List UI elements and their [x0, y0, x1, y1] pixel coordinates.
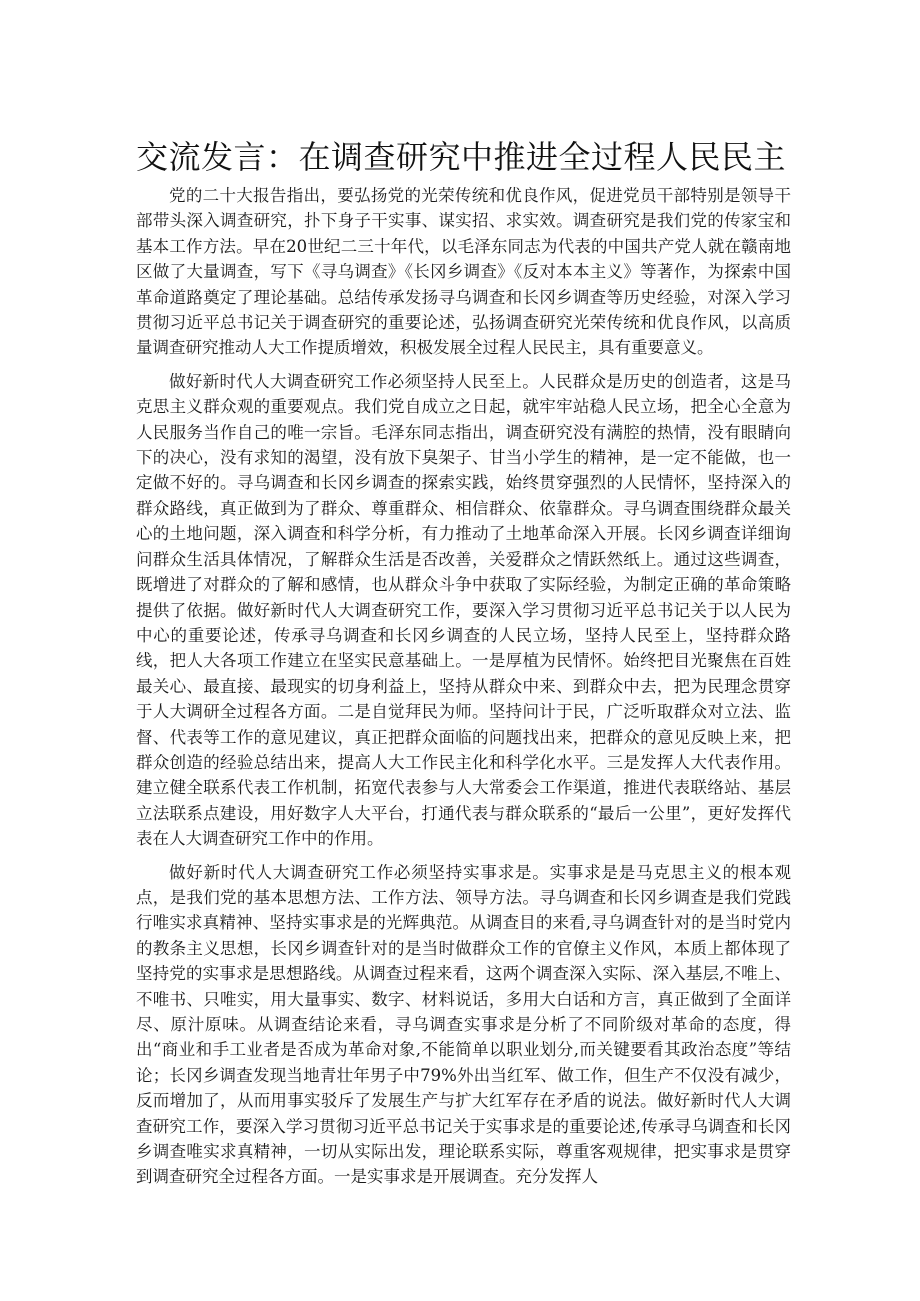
document-title: 交流发言：在调查研究中推进全过程人民民主: [136, 138, 787, 176]
paragraph-3: 做好新时代人大调查研究工作必须坚持实事求是。实事求是是马克思主义的根本观点，是我们党的基本思想方法、工作方法、领导方法。寻乌调查和长冈乡调查是我们党践行唯实求真精神、坚持实事求是的光辉典范。从调查目的来看,寻乌调查针对的是当时党内的教条主义思想，长冈乡调查针对的是当时做群众工作的官僚主义作风，本质上都体现了坚持党的实事求是思想路线。从调查过程来看，这两个调查深入实际、深入基层,不唯上、不唯书、只唯实，用大量事实、数字、材料说话，多用大白话和方言，真正做到了全面详尽、原汁原味。从调查结论来看，寻乌调查实事求是分析了不同阶级对革命的态度，得出“商业和手工业者是否成为革命对象,不能简单以职业划分,而关键要看其政治态度”等结论；长冈乡调查发现当地青壮年男子中79%外出当红军、做工作，但生产不仅没有减少，反而增加了，从而用事实驳斥了发展生产与扩大红军存在矛盾的说法。做好新时代人大调查研究工作，要深入学习贯彻习近平总书记关于实事求是的重要论述,传承寻乌调查和长冈乡调查唯实求真精神，一切从实际出发，理论联系实际，尊重客观规律，把实事求是贯穿到调查研究全过程各方面。一是实事求是开展调查。充分发挥人: [136, 862, 791, 1187]
paragraph-1: 党的二十大报告指出，要弘扬党的光荣传统和优良作风，促进党员干部特别是领导干部带头深入调查研究，扑下身子干实事、谋实招、求实效。调查研究是我们党的传家宝和基本工作方法。早在20世纪二三十年代，以毛泽东同志为代表的中国共产党人就在赣南地区做了大量调查，写下《寻乌调查》《长冈乡调查》《反对本本主义》等著作，为探索中国革命道路奠定了理论基础。总结传承发扬寻乌调查和长冈乡调查等历史经验，对深入学习贯彻习近平总书记关于调查研究的重要论述，弘扬调查研究光荣传统和优良作风，以高质量调查研究推动人大工作提质增效，积极发展全过程人民民主，具有重要意义。: [136, 186, 791, 358]
paragraph-2: 做好新时代人大调查研究工作必须坚持人民至上。人民群众是历史的创造者，这是马克思主义群众观的重要观点。我们党自成立之日起，就牢牢站稳人民立场，把全心全意为人民服务当作自己的唯一宗旨。毛泽东同志指出，调查研究没有满腔的热情，没有眼睛向下的决心，没有求知的渴望，没有放下臭架子、甘当小学生的精神，是一定不能做，也一定做不好的。寻乌调查和长冈乡调查的探索实践，始终贯穿强烈的人民情怀，坚持深入的群众路线，真正做到为了群众、尊重群众、相信群众、依靠群众。寻乌调查围绕群众最关心的土地问题，深入调查和科学分析，有力推动了土地革命深入开展。长冈乡调查详细询问群众生活具体情况，了解群众生活是否改善，关爱群众之情跃然纸上。通过这些调查，既增进了对群众的了解和感情，也从群众斗争中获取了实际经验，为制定正确的革命策略提供了依据。做好新时代人大调查研究工作，要深入学习贯彻习近平总书记关于以人民为中心的重要论述，传承寻乌调查和长冈乡调查的人民立场，坚持人民至上，坚持群众路线，把人大各项工作建立在坚实民意基础上。一是厚植为民情怀。始终把目光聚焦在百姓最关心、最直接、最现实的切身利益上，坚持从群众中来、到群众中去，把为民理念贯穿于人大调研全过程各方面。二是自觉拜民为师。坚持问计于民，广泛听取群众对立法、监督、代表等工作的意见建议，真正把群众面临的问题找出来，把群众的意见反映上来，把群众创造的经验总结出来，提高人大工作民主化和科学化水平。三是发挥人大代表作用。建立健全联系代表工作机制，拓宽代表参与人大常委会工作渠道，推进代表联络站、基层立法联系点建设，用好数字人大平台，打通代表与群众联系的“最后一公里”，更好发挥代表在人大调查研究工作中的作用。: [136, 371, 791, 849]
document-body: [136, 183, 791, 1198]
